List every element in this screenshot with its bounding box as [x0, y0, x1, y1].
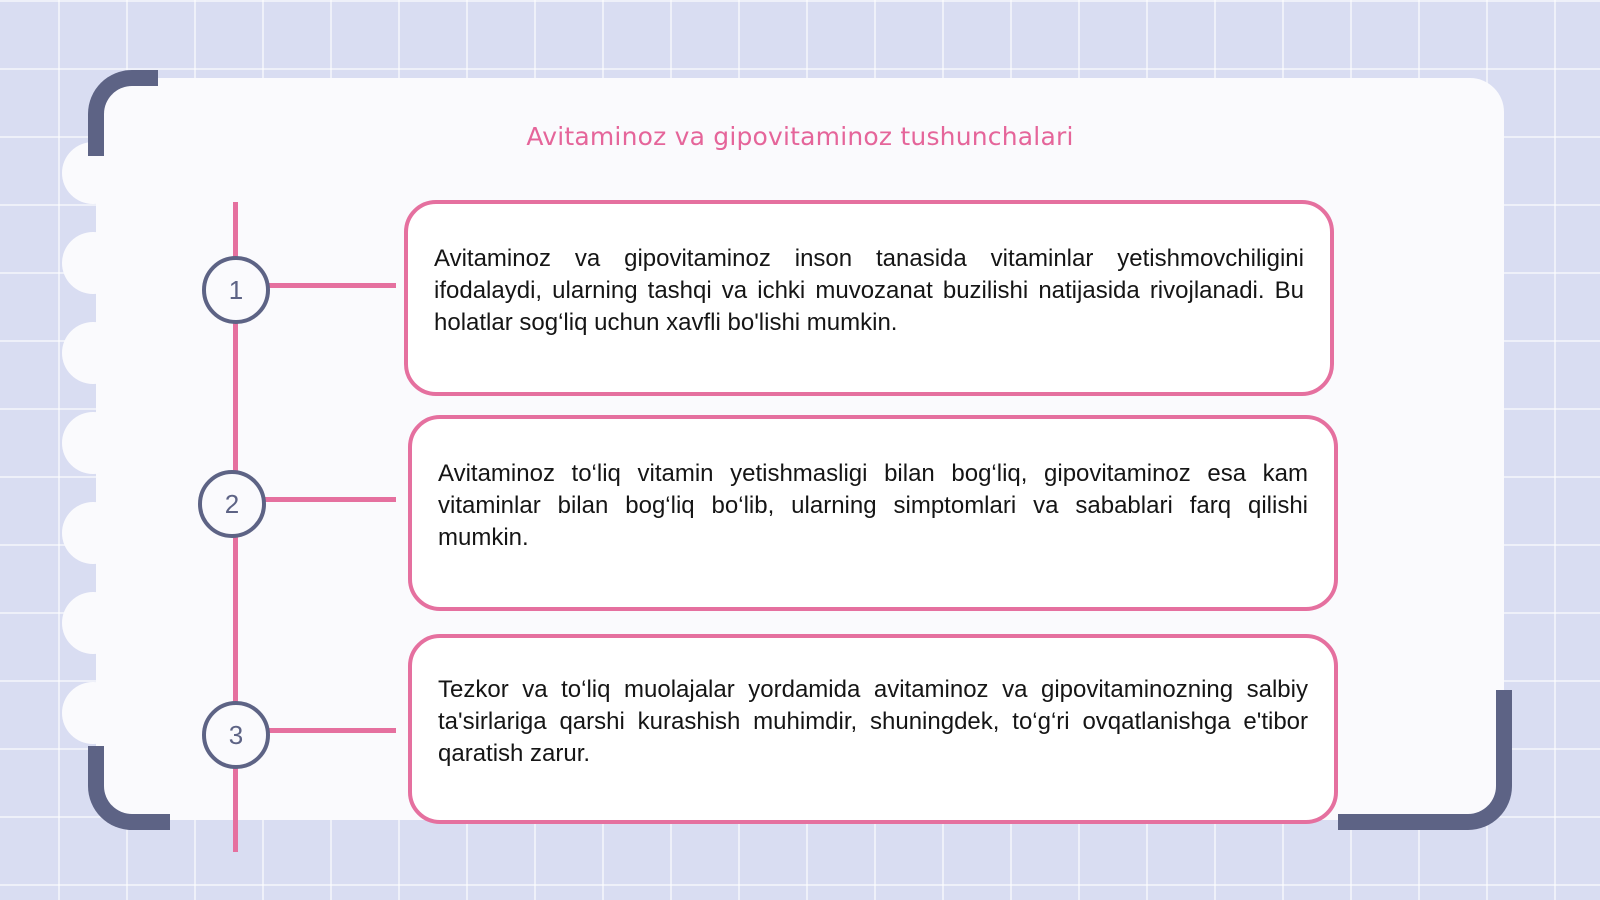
step-number: 2: [224, 488, 240, 519]
step-card-3: [408, 634, 1338, 824]
step-number: 1: [228, 274, 244, 305]
step-text: Avitaminoz to‘liq vitamin yetishmasligi bilan bog‘liq, gipovitaminoz esa kam vitaminlar bilan bog‘liq bo‘lib, ularning simptomlari va sabablari farq qilishi mumkin.: [438, 460, 1308, 551]
step-card-2: [408, 415, 1338, 611]
paper-scallop: [62, 502, 124, 564]
timeline-connector-1: [268, 283, 396, 288]
frame-corner-bottom-left: [88, 746, 170, 830]
step-marker-1: [202, 256, 270, 324]
paper-scallop: [62, 412, 124, 474]
step-text: Tezkor va to‘liq muolajalar yordamida avitaminoz va gipovitaminozning salbiy ta'sirlariga qarshi kurashish muhimdir, shuningdek, to‘g‘ri ovqatlanishga e'tibor qaratish zarur.: [438, 676, 1308, 767]
frame-corner-bottom-right: [1338, 690, 1512, 830]
step-marker-2: [198, 470, 266, 538]
slide-title: Avitaminoz va gipovitaminoz tushunchalari: [526, 122, 1074, 151]
frame-corner-top-left: [88, 70, 158, 156]
step-marker-3: [202, 701, 270, 769]
step-card-1: [404, 200, 1334, 396]
paper-scallop: [62, 682, 124, 744]
paper-scallop: [62, 322, 124, 384]
step-number: 3: [228, 719, 244, 750]
paper-scallop: [62, 232, 124, 294]
paper-scallop: [62, 592, 124, 654]
timeline-connector-2: [265, 497, 396, 502]
step-text: Avitaminoz va gipovitaminoz inson tanasida vitaminlar yetishmovchiligini ifodalaydi, ularning tashqi va ichki muvozanat buzilishi natijasida rivojlanadi. Bu holatlar sog‘liq uchun xavfli bo'lishi mumkin.: [434, 245, 1304, 336]
timeline-connector-3: [268, 728, 396, 733]
